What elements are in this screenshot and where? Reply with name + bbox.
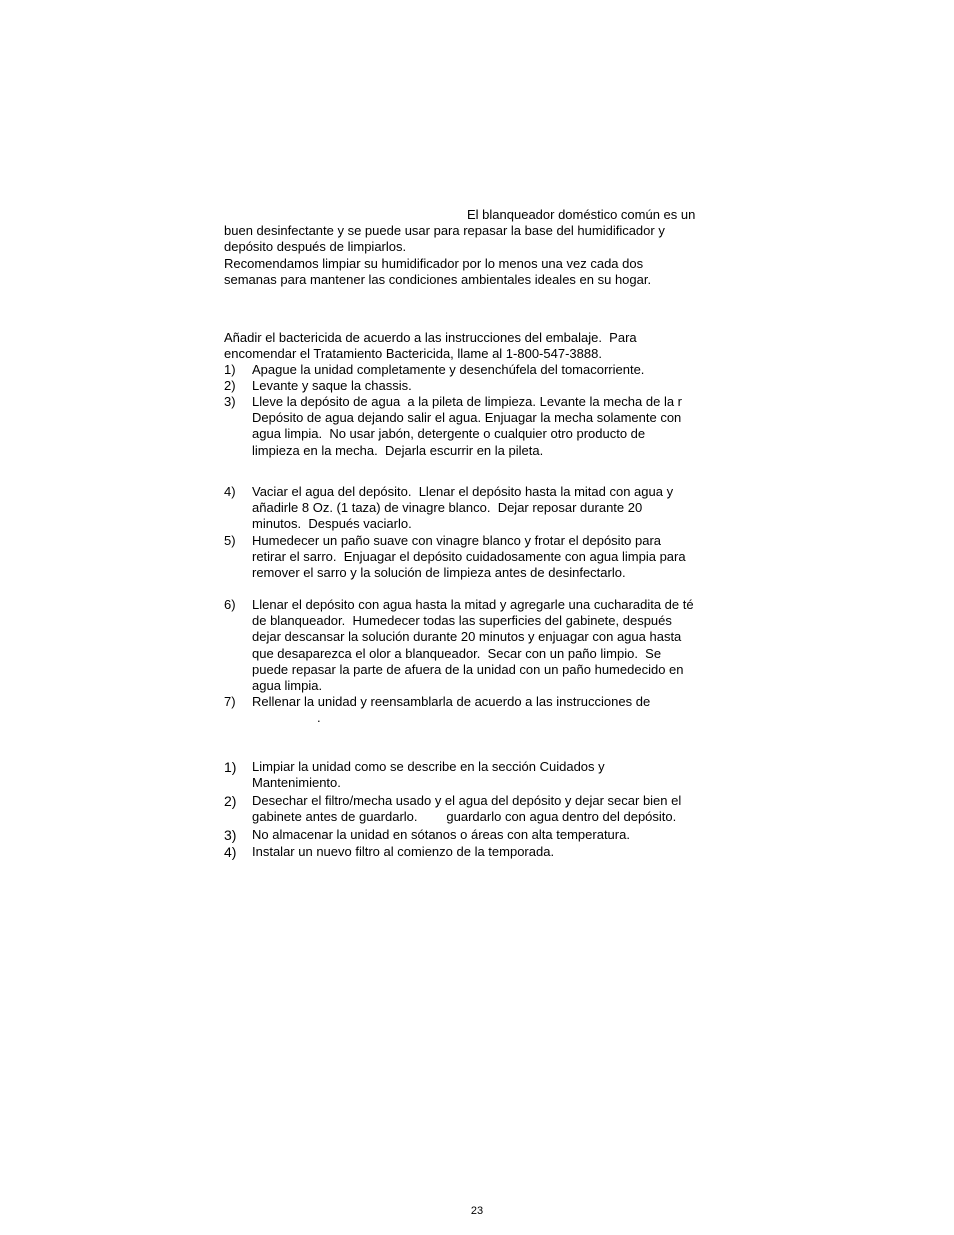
step-number: 4): [224, 484, 236, 499]
step-text: añadirle 8 Oz. (1 taza) de vinagre blanco. Dejar reposar durante 20: [252, 500, 643, 516]
step-text: limpieza en la mecha. Dejarla escurrir en la pileta.: [252, 442, 544, 458]
intro-line: semanas para mantener las condiciones ambientales ideales en su hogar.: [224, 272, 652, 287]
intro-line: Recomendamos limpiar su humidificador por lo menos una vez cada dos: [224, 256, 644, 271]
step-text: de blanqueador. Humedecer todas las superficies del gabinete, después: [252, 613, 672, 629]
step-text: Rellenar la unidad y reensamblarla de acuerdo a las instrucciones de: [252, 694, 651, 709]
step-number: 5): [224, 533, 236, 548]
step-text: Mantenimiento.: [252, 775, 341, 791]
step-number: 7): [224, 694, 236, 709]
step-text: que desaparezca el olor a blanqueador. Secar con un paño limpio. Se: [252, 645, 662, 661]
step-text: .: [252, 710, 321, 726]
step-text: Llenar el depósito con agua hasta la mitad y agregarle una cucharadita de té: [252, 597, 694, 612]
step-number: 3): [224, 394, 236, 409]
step-text: Lleve la depósito de agua a la pileta de limpieza. Levante la mecha de la r: [252, 394, 683, 409]
step-text: Humedecer un paño suave con vinagre blanco y frotar el depósito para: [252, 533, 662, 548]
step-text: Vaciar el agua del depósito. Llenar el depósito hasta la mitad con agua y: [252, 484, 674, 499]
step-number: 4): [224, 844, 237, 860]
step-number: 1): [224, 759, 237, 775]
bactericide-line: encomendar el Tratamiento Bactericida, llame al 1-800-547-3888.: [224, 346, 602, 361]
step-text: agua limpia.: [252, 678, 323, 694]
step-text: agua limpia. No usar jabón, detergente o cualquier otro producto de: [252, 426, 646, 442]
step-number: 6): [224, 597, 236, 612]
intro-line: buen desinfectante y se puede usar para repasar la base del humidificador y: [224, 223, 665, 238]
step-number: 2): [224, 793, 237, 809]
step-text: Levante y saque la chassis.: [252, 378, 412, 393]
step-text: puede repasar la parte de afuera de la unidad con un paño humedecido en: [252, 661, 684, 677]
step-number: 3): [224, 827, 237, 843]
step-text: dejar descansar la solución durante 20 minutos y enjuagar con agua hasta: [252, 629, 682, 645]
step-number: 2): [224, 378, 236, 393]
step-text: gabinete antes de guardarlo. guardarlo con agua dentro del depósito.: [252, 809, 677, 825]
step-text: Depósito de agua dejando salir el agua. Enjuagar la mecha solamente con: [252, 410, 682, 426]
step-text: Instalar un nuevo filtro al comienzo de la temporada.: [252, 844, 555, 859]
step-text: remover el sarro y la solución de limpieza antes de desinfectarlo.: [252, 565, 626, 581]
step-text: minutos. Después vaciarlo.: [252, 516, 412, 532]
step-text: Limpiar la unidad como se describe en la sección Cuidados y: [252, 759, 605, 774]
step-text: retirar el sarro. Enjuagar el depósito cuidadosamente con agua limpia para: [252, 549, 686, 565]
intro-line: El blanqueador doméstico común es un: [467, 207, 696, 222]
bactericide-line: Añadir el bactericida de acuerdo a las instrucciones del embalaje. Para: [224, 330, 637, 345]
step-text: No almacenar la unidad en sótanos o áreas con alta temperatura.: [252, 827, 630, 842]
intro-line: depósito después de limpiarlos.: [224, 239, 407, 254]
page-number: 23: [470, 1205, 484, 1217]
step-text: Apague la unidad completamente y desenchúfela del tomacorriente.: [252, 362, 645, 377]
step-number: 1): [224, 362, 236, 377]
step-text: Desechar el filtro/mecha usado y el agua del depósito y dejar secar bien el: [252, 793, 682, 808]
